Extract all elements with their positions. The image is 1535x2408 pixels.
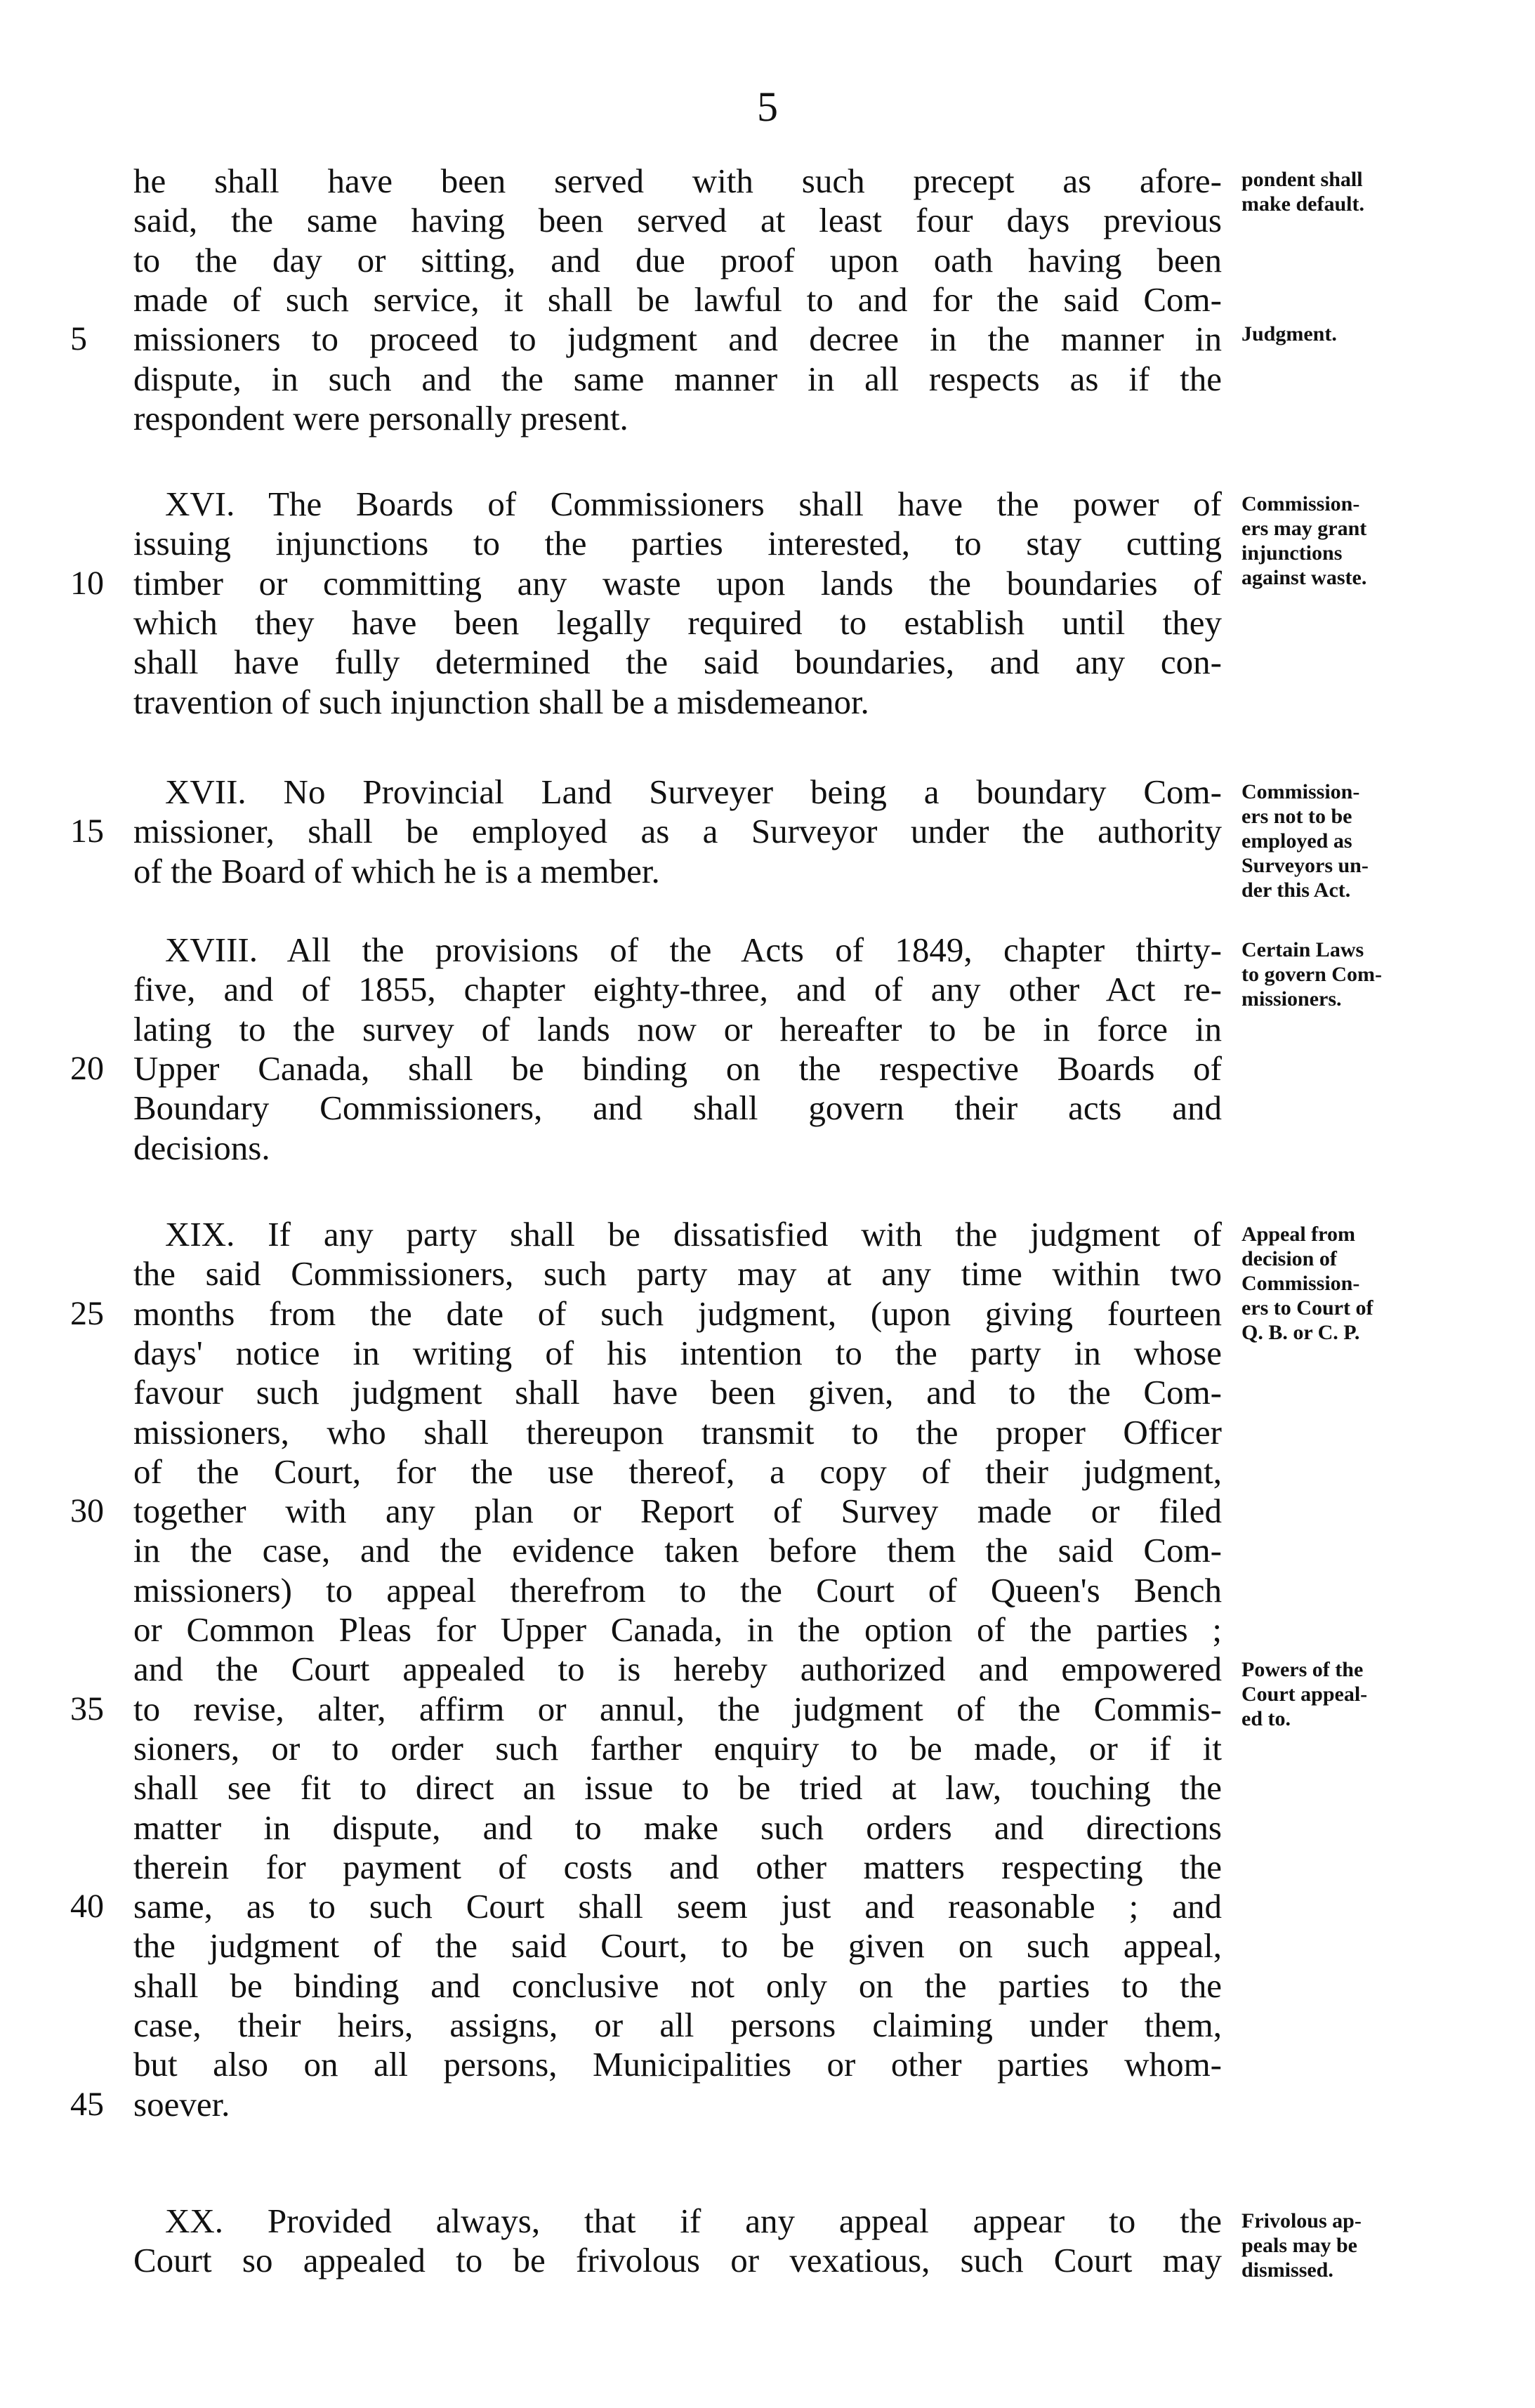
text-line: missioners) to appeal therefrom to the Court of Queen's Bench [133,1570,1222,1610]
text-line: matter in dispute, and to make such orders and directions [133,1808,1222,1847]
page-number: 5 [757,84,778,130]
text-line: dispute, in such and the same manner in all respects as if the [133,359,1222,398]
margin-note [1241,779,1473,902]
margin-note-line: employed as [1241,829,1352,853]
margin-note-line: decision of [1241,1247,1337,1270]
text-line: travention of such injunction shall be a misdemeanor. [133,682,869,721]
margin-note-line: der this Act. [1241,879,1351,902]
text-line: favour such judgment shall have been given, and to the Com- [133,1373,1222,1412]
margin-note-line: ers to Court of [1241,1296,1373,1320]
margin-note-line: Judgment. [1241,322,1337,346]
text-line: XVII. No Provincial Land Surveyer being a boundary Com- [165,772,1222,811]
margin-note [1241,1657,1473,1731]
line-number: 20 [70,1049,104,1087]
text-line: timber or committing any waste upon lands the boundaries of [133,563,1222,603]
text-line: decisions. [133,1128,270,1167]
line-number: 35 [70,1690,104,1728]
text-line: missioners, who shall thereupon transmit to the proper Officer [133,1412,1222,1452]
line-number: 25 [70,1294,104,1332]
margin-note-line: Court appeal- [1241,1683,1368,1706]
margin-note-line: Commission- [1241,492,1360,515]
text-line: Upper Canada, shall be binding on the respective Boards of [133,1048,1222,1088]
text-line: made of such service, it shall be lawful to and for the said Com- [133,279,1222,319]
text-line: missioners to proceed to judgment and decree in the manner in [133,320,1222,359]
margin-note-line: to govern Com- [1241,963,1382,986]
margin-note-line: make default. [1241,192,1364,216]
text-line: which they have been legally required to establish until they [133,603,1222,642]
text-line: Court so appealed to be frivolous or vexatious, such Court may [133,2241,1222,2280]
text-line: and the Court appealed to is hereby authorized and empowered [133,1650,1222,1689]
margin-note-line: Frivolous ap- [1241,2209,1362,2232]
line-number: 30 [70,1492,104,1530]
text-line: XVI. The Boards of Commissioners shall have the power of [165,485,1222,523]
margin-note-line: ers may grant [1241,517,1367,540]
margin-note-line: missioners. [1241,987,1342,1011]
line-number: 45 [70,2085,104,2123]
line-number: 10 [70,564,104,602]
text-line: lating to the survey of lands now or hereafter to be in force in [133,1009,1222,1048]
margin-note-line: Appeal from [1241,1223,1355,1246]
text-line: in the case, and the evidence taken before them the said Com- [133,1531,1222,1570]
text-line: but also on all persons, Municipalities or other parties whom- [133,2045,1222,2084]
margin-note-line: Powers of the [1241,1658,1364,1681]
margin-note-line: ers not to be [1241,805,1352,828]
margin-note-line: Surveyors un- [1241,854,1369,877]
text-line: to revise, alter, affirm or annul, the judgment of the Commis- [133,1689,1222,1728]
margin-note-line: dismissed. [1241,2258,1333,2282]
text-line: shall be binding and conclusive not only on the parties to the [133,1966,1222,2005]
line-number: 40 [70,1888,104,1926]
text-line: the judgment of the said Court, to be given on such appeal, [133,1926,1222,1966]
line-number: 5 [70,320,87,358]
margin-note-line: Commission- [1241,780,1360,803]
margin-note-line: peals may be [1241,2234,1357,2257]
text-line: missioner, shall be employed as a Surveyor under the authority [133,812,1222,851]
text-line: XX. Provided always, that if any appeal appear to the [165,2202,1222,2240]
margin-note [1241,167,1473,216]
text-line: together with any plan or Report of Survey made or filed [133,1492,1222,1531]
margin-note [1241,322,1473,346]
text-line: said, the same having been served at least four days previous [133,201,1222,240]
text-line: of the Court, for the use thereof, a copy of their judgment, [133,1452,1222,1491]
text-line: Boundary Commissioners, and shall govern their acts and [133,1088,1222,1128]
margin-note-line: Certain Laws [1241,938,1364,961]
margin-note-line: Commission- [1241,1272,1360,1295]
text-line: respondent were personally present. [133,398,628,437]
text-line: to the day or sitting, and due proof upon oath having been [133,240,1222,279]
text-line: case, their heirs, assigns, or all persons claiming under them, [133,2006,1222,2044]
margin-note-line: Q. B. or C. P. [1241,1321,1360,1344]
text-line: the said Commissioners, such party may at any time within two [133,1254,1222,1294]
text-line: of the Board of which he is a member. [133,851,660,890]
margin-note-line: pondent shall [1241,168,1363,191]
text-line: shall have fully determined the said boundaries, and any con- [133,643,1222,682]
line-number: 15 [70,812,104,850]
text-line: therein for payment of costs and other matters respecting the [133,1847,1222,1886]
text-line: XIX. If any party shall be dissatisfied with the judgment of [165,1215,1222,1254]
text-line: XVIII. All the provisions of the Acts of 1849, chapter thirty- [165,930,1222,969]
text-line: or Common Pleas for Upper Canada, in the option of the parties ; [133,1610,1222,1649]
text-line: he shall have been served with such precept as afore- [133,162,1222,200]
text-line: five, and of 1855, chapter eighty-three, and of any other Act re- [133,970,1222,1009]
margin-note [1241,937,1473,1011]
text-line: months from the date of such judgment, (upon giving fourteen [133,1294,1222,1333]
text-line: soever. [133,2084,230,2124]
text-line: shall see fit to direct an issue to be tried at law, touching the [133,1768,1222,1808]
margin-note [1241,1222,1473,1345]
text-line: sioners, or to order such farther enquiry to be made, or if it [133,1728,1222,1768]
text-line: same, as to such Court shall seem just and reasonable ; and [133,1887,1222,1926]
text-line: days' notice in writing of his intention to the party in whose [133,1333,1222,1372]
margin-note-line: ed to. [1241,1707,1291,1730]
margin-note-line: against waste. [1241,566,1367,589]
margin-note [1241,492,1473,590]
margin-note-line: injunctions [1241,541,1343,565]
text-line: issuing injunctions to the parties interested, to stay cutting [133,524,1222,563]
margin-note [1241,2209,1473,2282]
